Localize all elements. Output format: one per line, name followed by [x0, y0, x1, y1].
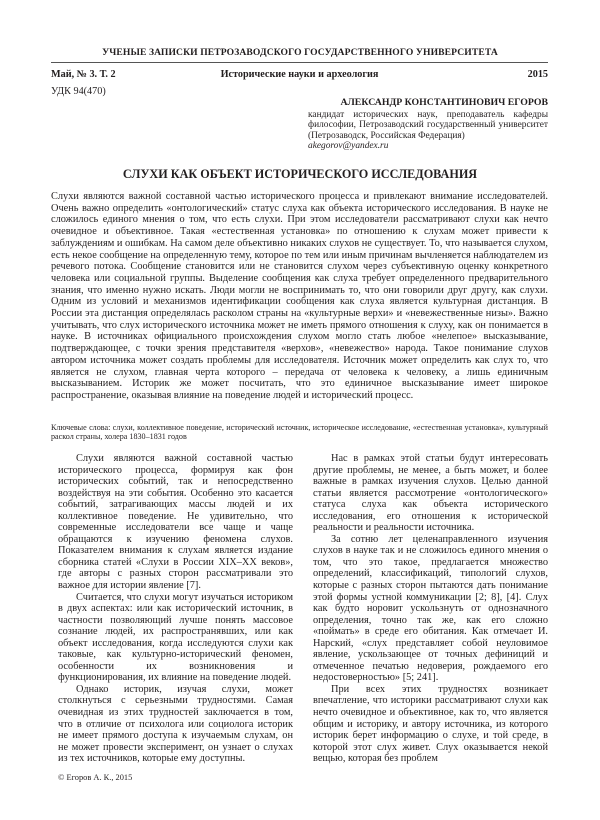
paragraph: Слухи являются важной составной частью исторического процесса, формируя как фон исторических событий, так и непосредственно воздействуя на эти события. Особенно это касается событий, затрагивающих массы людей и их коллективное поведение. Не удивительно, что современные исследователи все чаще и чаще обращаются к изучению феномена слухов. Показателем внимания к слухам является издание сборника статей «Слухи в России XIX–XX веков», где авторы с разных сторон рассматривали это важное для истории явление [7]. — [58, 453, 293, 592]
paragraph: За сотню лет целенаправленного изучения слухов в науке так и не сложилось единого мнения о том, что это такое, предлагается множество определений, классификаций, типологий слухов, которые с разных сторон пытаются дать понимание этой формы устной коммуникации [2; 8], [4]. Слух как будто норовит ускользнуть от однозначного определения, точно так же, как его сложно «поймать» в среде его обитания. Как отмечает И. Нарский, «слух представляет собой неуловимое явление, ускользающее от точных дефиниций и отмеченное печатью недоверия, рождаемого его недостоверностью» [5; 241]. — [313, 533, 548, 684]
abstract: Слухи являются важной составной частью исторического процесса и привлекают внимание исследователей. Очень важно определить «онтологический» статус слуха как объекта исторического исследования. В науке не сложилось единого мнения о том, что есть слухи. При этом исследователи рассматривают слухи как нечто очевидное и объективное. Такая «естественная установка» по отношению к слухам может привести к заблуждениям и ошибкам. На самом деле объективно никаких слухов не существует. То, что называется слухом, есть некое сообщение на определенную тему, которое по тем или иным причинам вычленяется наблюдателем из речевого потока. Сообщение становится или не становится слухом через субъективную оценку конкретного человека или социальной группы. Выделение сообщения как слуха требует определенного предварительного знания, что именно нужно искать. Люди могли не воспринимать то, что они говорили друг другу, как слухи. Одним из условий и механизмов идентификации сообщения как слуха является культурная дистанция. В России эта дистанция определялась расколом страны на «культурные верхи» и «невежественные низы». Важно учитывать, что слух исторического источника может не иметь прямого отношения к слуху, как он понимается в науке. В источниках официального происхождения слухом могло стать любое «нелепое» высказывание, подтверждающее, с точки зрения представителя «верхов», «невежество» народа. Такое понимание слухов автором источника может создать проблемы для исследователя. Источник может определить как слух то, что является не слухом, главная черта которого – передача от человека к человеку, а лишь единичным высказыванием. Историк же может посчитать, что это единичное высказывание имеет широкое распространение, оказывая влияние на поведение людей и исторический процесс. — [51, 191, 548, 401]
issue-row — [51, 69, 548, 83]
body-column-left — [58, 453, 293, 765]
journal-title: УЧЕНЫЕ ЗАПИСКИ ПЕТРОЗАВОДСКОГО ГОСУДАРСТВЕННОГО УНИВЕРСИТЕТА — [102, 47, 498, 58]
body-column-right — [313, 453, 548, 765]
udc-code: УДК 94(470) — [51, 86, 106, 97]
author-affiliation: кандидат исторических наук, преподаватель кафедры философии, Петрозаводский государственный университет (Петрозаводск, Российская Федерация) — [308, 109, 548, 141]
paragraph: Считается, что слухи могут изучаться историком в двух аспектах: или как исторический источник, в частности позволяющий лучше понять массовое сознание людей, их распространявших, или как объект исследования, когда исследуются слухи как таковые, как культурно-исторический феномен, особенности их возникновения и функционирования, их влияние на поведение людей. — [58, 591, 293, 684]
header-rule — [51, 62, 548, 63]
issue-number: Май, № 3. Т. 2 — [51, 69, 116, 80]
author-email[interactable]: akegorov@yandex.ru — [308, 141, 389, 152]
author-block — [308, 98, 548, 152]
copyright-notice: © Егоров А. К., 2015 — [58, 773, 133, 782]
paragraph: Нас в рамках этой статьи будут интересовать другие проблемы, не менее, а быть может, и более важные в рамках изучения слухов. Целью данной статьи является рассмотрение «онтологического» статуса слуха как объекта исторического исследования, его отношения к исторической реальности и реальности источника. — [313, 453, 548, 534]
section-name: Исторические науки и археология — [220, 69, 379, 80]
issue-year: 2015 — [527, 69, 548, 80]
article-title: СЛУХИ КАК ОБЪЕКТ ИСТОРИЧЕСКОГО ИССЛЕДОВАНИЯ — [122, 167, 478, 181]
author-name: АЛЕКСАНДР КОНСТАНТИНОВИЧ ЕГОРОВ — [340, 97, 548, 108]
paragraph: Однако историк, изучая слухи, может столкнуться с серьезными трудностями. Самая очевидная из этих трудностей заключается в том, что в отличие от психолога или социолога историк не имеет прямого доступа к изучаемым слухам, он не может провести эксперимент, он узнает о слухах из тех источников, которые ему доступны. — [58, 683, 293, 765]
keywords: Ключевые слова: слухи, коллективное поведение, исторический источник, историческое исследование, «естественная установка», культурный раскол страны, холера 1830–1831 годов — [51, 423, 548, 442]
paragraph: При всех этих трудностях возникает впечатление, что историки рассматривают слухи как нечто очевидное и объективное, как то, что является общим и историку, и автору источника, из которого историк берет информацию о слухе, и той среде, в которой этот слух живет. Слух оказывается некой вещью, которая без проблем — [313, 683, 548, 765]
